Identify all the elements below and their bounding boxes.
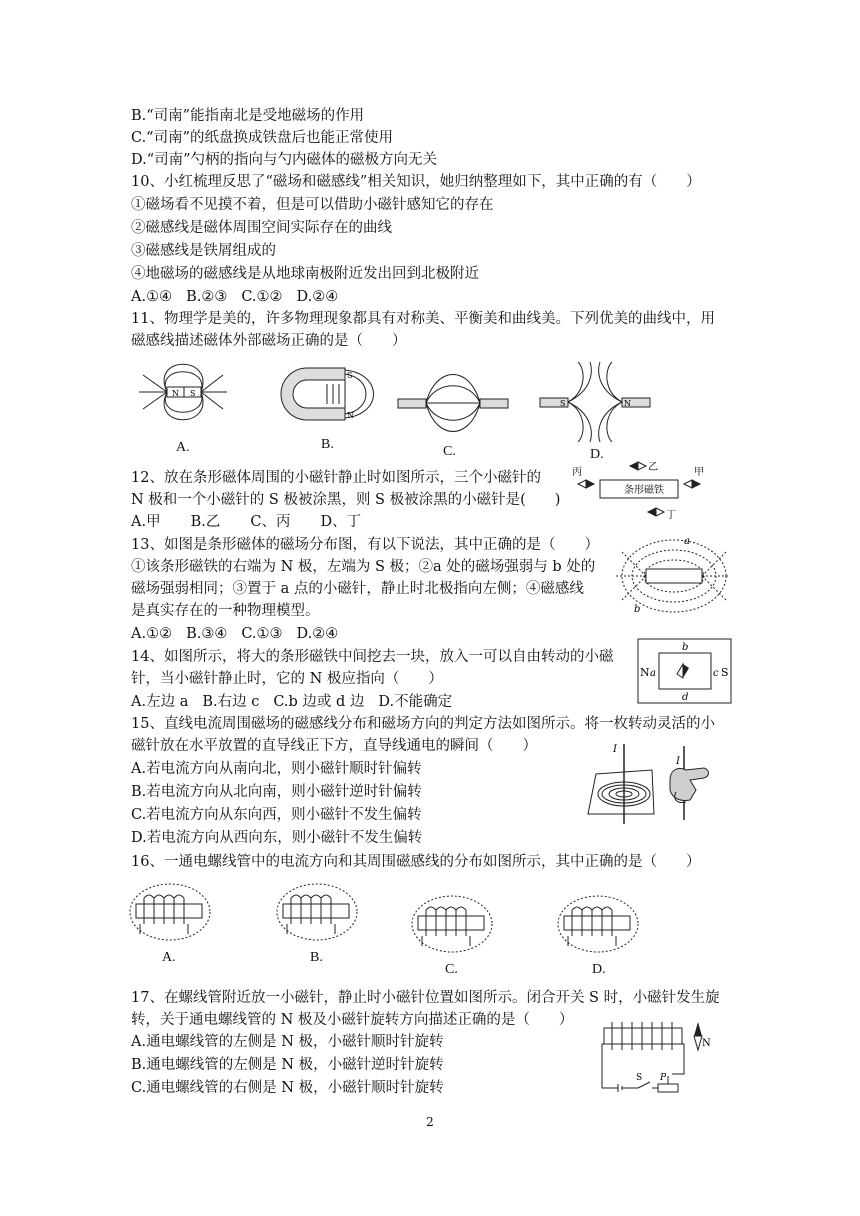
q11-stem-line1: 11、物理学是美的，许多物理现象都具有对称美、平衡美和曲线美。下列优美的曲线中，用 xyxy=(131,311,715,327)
q10-statement-1: ①磁场看不见摸不着，但是可以借助小磁针感知它的存在 xyxy=(131,197,494,213)
svg-text:S: S xyxy=(560,399,566,408)
q11-label-d: D. xyxy=(590,447,604,462)
q10-stem: 10、小红梳理反思了“磁场和磁感线”相关知识，她归纳整理如下，其中正确的有（ ） xyxy=(131,174,701,190)
q15-figure xyxy=(586,740,736,828)
q17-label-p: P xyxy=(660,1073,667,1083)
q13-point-b: b xyxy=(634,604,641,615)
q17-label-n: N xyxy=(702,1038,711,1049)
q16-label-a: A. xyxy=(162,950,176,965)
q9-option-c: C.“司南”的纸盘换成铁盘后也能正常使用 xyxy=(131,130,394,146)
q11-figure-d xyxy=(538,360,653,445)
q11-label-a: A. xyxy=(176,440,190,455)
q17-option-b: B.通电螺线管的左侧是 N 极，小磁针逆时针旋转 xyxy=(131,1057,444,1073)
q17-stem-line1: 17、在螺线管附近放一小磁针，静止时小磁针位置如图所示。闭合开关 S 时，小磁针发生旋 xyxy=(131,990,720,1006)
q11-stem-line2: 磁感线描述磁体外部磁场正确的是（ ） xyxy=(131,333,407,349)
q14-option-b: B.右边 c xyxy=(202,694,260,710)
q14-label-n: N xyxy=(640,666,650,679)
q13-statement-line3: 是真实存在的一种物理模型。 xyxy=(131,603,320,619)
q11-label-c: C. xyxy=(443,444,456,459)
q13-option-c: C.①③ xyxy=(241,626,283,642)
q16-figure-b xyxy=(275,878,359,948)
q10-options xyxy=(131,287,352,307)
q17-option-c: C.通电螺线管的右侧是 N 极，小磁针顺时针旋转 xyxy=(131,1080,444,1096)
q15-option-d: D.若电流方向从西向东，则小磁针不发生偏转 xyxy=(131,830,423,846)
q15-option-b: B.若电流方向从北向南，则小磁针逆时针偏转 xyxy=(131,784,422,800)
q12-stem-line2: N 极和一个小磁针的 S 极被涂黑，则 S 极被涂黑的小磁针是( ) xyxy=(131,492,561,508)
q15-stem-line2: 磁针放在水平放置的直导线正下方，直导线通电的瞬间（ ） xyxy=(131,738,537,754)
q15-current-label-1: I xyxy=(613,744,617,755)
q17-option-a: A.通电螺线管的左侧是 N 极，小磁针顺时针旋转 xyxy=(131,1034,444,1050)
q12-stem-line1: 12、放在条形磁体周围的小磁针静止时如图所示，三个小磁针的 xyxy=(131,470,541,486)
q17-stem-line2: 转，关于通电螺线管的 N 极及小磁针旋转方向描述正确的是（ ） xyxy=(131,1012,574,1028)
q14-label-c: c xyxy=(713,668,719,679)
q10-statement-2: ②磁感线是磁体周围空间实际存在的曲线 xyxy=(131,220,392,236)
q14-stem-line2: 针，当小磁针静止时，它的 N 极应指向（ ） xyxy=(131,671,443,687)
q13-figure xyxy=(612,538,732,616)
svg-text:N: N xyxy=(347,411,354,420)
svg-text:S: S xyxy=(347,371,353,380)
q16-figure-a xyxy=(128,878,212,948)
q12-label-yi: 乙 xyxy=(648,462,658,473)
q16-figure-d xyxy=(556,890,640,960)
q14-option-d: D.不能确定 xyxy=(378,694,453,710)
q12-option-c: C、丙 xyxy=(250,514,291,530)
svg-text:N: N xyxy=(624,399,631,408)
q13-point-a: a xyxy=(684,536,690,547)
q16-label-b: B. xyxy=(310,950,323,965)
q15-option-a: A.若电流方向从南向北，则小磁针顺时针偏转 xyxy=(131,761,422,777)
q13-option-d: D.②④ xyxy=(296,626,339,642)
q13-option-a: A.①② xyxy=(131,626,173,642)
q14-label-a: a xyxy=(650,668,656,679)
q10-option-c: C.①② xyxy=(241,289,283,305)
q14-label-d: d xyxy=(682,692,689,703)
q11-figure-b xyxy=(275,360,380,440)
q9-option-d: D.“司南”勺柄的指向与勺内磁体的磁极方向无关 xyxy=(131,152,438,168)
page-number: 2 xyxy=(426,1115,434,1129)
q12-option-d: D、丁 xyxy=(320,514,362,530)
q15-current-label-2: I xyxy=(676,756,680,767)
q12-label-ding: 丁 xyxy=(666,510,676,521)
q16-label-c: C. xyxy=(445,962,458,977)
q12-figure xyxy=(568,462,708,522)
q16-figure-c xyxy=(410,890,494,960)
q13-option-b: B.③④ xyxy=(186,626,228,642)
q12-label-bing: 丙 xyxy=(572,467,582,478)
q15-option-c: C.若电流方向从东向西，则小磁针不发生偏转 xyxy=(131,807,422,823)
q15-stem-line1: 15、直线电流周围磁场的磁感线分布和磁场方向的判定方法如图所示。将一枚转动灵活的小 xyxy=(131,716,715,732)
q16-label-d: D. xyxy=(592,962,606,977)
svg-text:N: N xyxy=(172,389,179,398)
q13-statement-line2: 磁场强弱相同；③置于 a 点的小磁针，静止时北极指向左侧；④磁感线 xyxy=(131,581,584,597)
q16-stem: 16、一通电螺线管中的电流方向和其周围磁感线的分布如图所示，其中正确的是（ ） xyxy=(131,854,701,870)
q12-option-b: B.乙 xyxy=(190,514,221,530)
q12-label-jia: 甲 xyxy=(694,467,704,478)
q14-option-a: A.左边 a xyxy=(131,694,189,710)
q14-options xyxy=(131,692,466,712)
q17-label-s: S xyxy=(636,1073,643,1083)
q11-figure-c xyxy=(396,360,511,445)
q14-option-c: C.b 边或 d 边 xyxy=(273,694,365,710)
q14-figure xyxy=(637,638,733,706)
q10-option-a: A.①④ xyxy=(131,289,173,305)
q13-stem: 13、如图是条形磁体的磁场分布图，有以下说法，其中正确的是（ ） xyxy=(131,537,599,553)
q17-figure xyxy=(598,1014,718,1096)
q10-statement-4: ④地磁场的磁感线是从地球南极附近发出回到北极附近 xyxy=(131,266,479,282)
q14-label-b: b xyxy=(682,642,689,653)
q13-options xyxy=(131,624,352,644)
q13-statement-line1: ①该条形磁铁的右端为 N 极，左端为 S 极；②a 处的磁场强弱与 b 处的 xyxy=(131,559,596,575)
q12-options xyxy=(131,512,391,532)
q10-statement-3: ③磁感线是铁屑组成的 xyxy=(131,243,276,259)
q14-stem-line1: 14、如图所示，将大的条形磁铁中间挖去一块，放入一可以自由转动的小磁 xyxy=(131,649,614,665)
q14-label-s: S xyxy=(721,666,729,679)
q12-magnet-label: 条形磁铁 xyxy=(624,485,664,496)
q12-option-a: A.甲 xyxy=(131,514,161,530)
q10-option-d: D.②④ xyxy=(296,289,339,305)
q10-option-b: B.②③ xyxy=(186,289,228,305)
q11-label-b: B. xyxy=(321,437,334,452)
q9-option-b: B.“司南”能指南北是受地磁场的作用 xyxy=(131,108,365,124)
svg-text:S: S xyxy=(190,389,196,398)
